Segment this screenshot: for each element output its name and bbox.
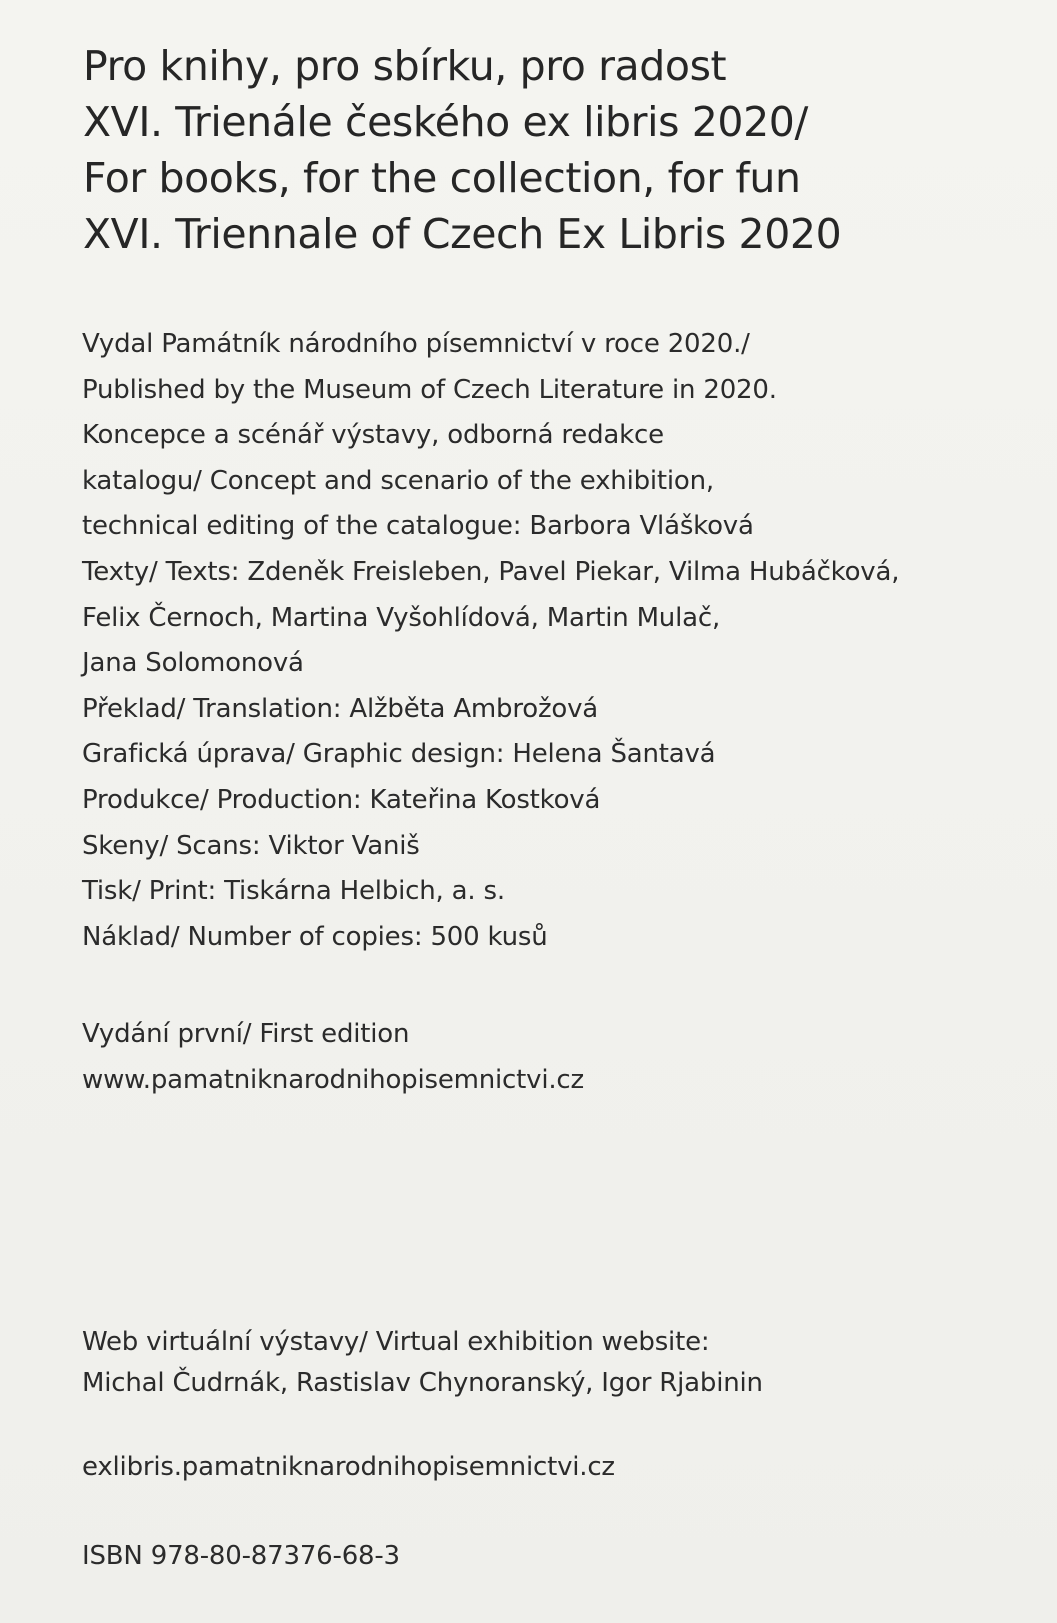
web-credits-authors: Michal Čudrnák, Rastislav Chynoranský, Igor Rjabinin — [82, 1368, 763, 1398]
graphic-design-line: Grafická úprava/ Graphic design: Helena Šantavá — [82, 739, 716, 770]
texts-line-2: Felix Černoch, Martina Vyšohlídová, Martin Mulač, — [82, 602, 721, 633]
museum-website-link[interactable]: www.pamatniknarodnihopisemnictvi.cz — [82, 1064, 584, 1095]
publisher-line-cz: Vydal Památník národního písemnictví v roce 2020./ — [82, 329, 750, 359]
credits-block — [82, 322, 1042, 960]
publisher-line-en: Published by the Museum of Czech Literature in 2020. — [82, 374, 777, 405]
texts-line-3: Jana Solomonová — [82, 648, 304, 679]
title-line-en: For books, for the collection, for fun — [83, 154, 801, 202]
concept-line-2: katalogu/ Concept and scenario of the exhibition, — [82, 465, 714, 496]
web-credits-block — [82, 1322, 1042, 1404]
translation-line: Překlad/ Translation: Alžběta Ambrožová — [82, 693, 599, 724]
scans-line: Skeny/ Scans: Viktor Vaniš — [82, 830, 420, 861]
concept-line-3: technical editing of the catalogue: Barbora Vlášková — [82, 511, 754, 542]
copies-line: Náklad/ Number of copies: 500 kusů — [82, 921, 548, 952]
title-line-cz-subtitle: XVI. Trienále českého ex libris 2020/ — [83, 98, 808, 146]
texts-line-1: Texty/ Texts: Zdeněk Freisleben, Pavel Piekar, Vilma Hubáčková, — [82, 556, 900, 587]
isbn: ISBN 978-80-87376-68-3 — [82, 1541, 400, 1571]
concept-line-1: Koncepce a scénář výstavy, odborná redakce — [82, 420, 664, 451]
edition-label: Vydání první/ First edition — [82, 1019, 410, 1049]
title-line-cz: Pro knihy, pro sbírku, pro radost — [83, 42, 727, 90]
title-block — [83, 38, 1043, 262]
title-line-en-subtitle: XVI. Triennale of Czech Ex Libris 2020 — [83, 210, 842, 258]
exlibris-website-link[interactable]: exlibris.pamatniknarodnihopisemnictvi.cz — [82, 1452, 615, 1482]
production-line: Produkce/ Production: Kateřina Kostková — [82, 784, 601, 815]
web-credits-label: Web virtuální výstavy/ Virtual exhibition website: — [82, 1327, 710, 1357]
print-line: Tisk/ Print: Tiskárna Helbich, a. s. — [82, 876, 505, 907]
edition-block — [82, 1012, 1042, 1103]
